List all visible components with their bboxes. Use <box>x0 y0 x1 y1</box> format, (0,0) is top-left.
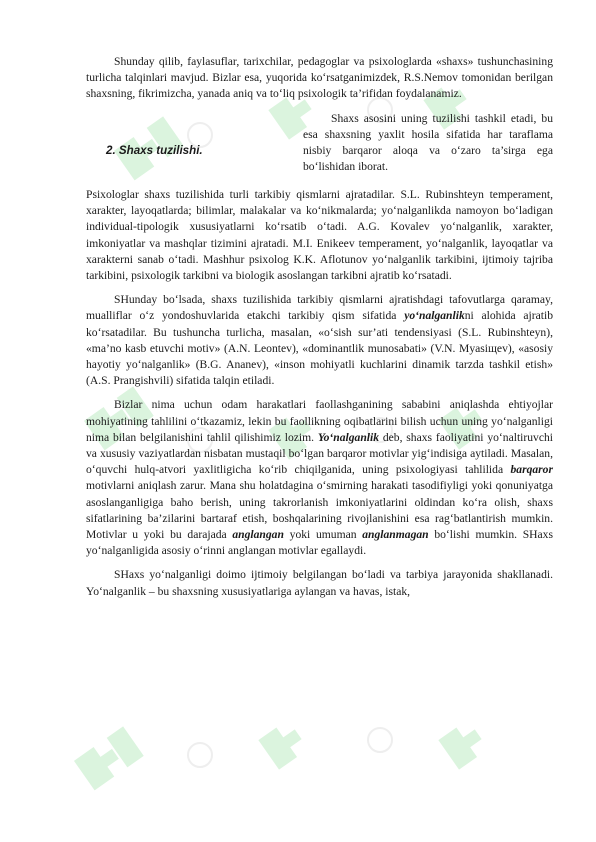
document-body <box>86 54 553 608</box>
paragraph-structure-body: Psixologlar shaxs tuzilishida turli tarkibiy qismlarni ajratadilar. S.L. Rubinshteyn temperament, xarakter, layoqatlarda; bilimlar, malakalar va ko‘nikmalarda; yo‘nalganlikda namoyon bo‘ladigan individual-tipologik xususiyatlarni ko‘rsatib o‘tadi. A.G. Kovalev yo‘nalganlik, xarakter, imkoniyatlar va mashqlar tizimini ajratadi. M.I. Enikeev temperament, yo‘nalganlik, layoqatlar va xarakterni sanab o‘tadi. Mashhur psixolog K.K. Aflotunov yo‘nalganlik tarkibini, ijtimoiy tajriba tarkibini, psixologik tarkibni va biologik asoslangan tarkibni ajratib ko‘rsatadi. <box>86 188 553 283</box>
text-run: yoki umuman <box>283 528 363 542</box>
paragraph-intro: Shunday qilib, faylasuflar, tarixchilar, pedagoglar va psixologlarda «shaxs» tushunchasining turlicha talqinlari mavjud. Bizlar esa, yuqorida ko‘rsatganimizdek, R.S.Nemov tomonidan berilgan shaxsning, fikrimizcha, yanada aniq va to‘liq psixologik ta’rifidan foydalanamiz. <box>86 55 553 101</box>
emphasis-anglanmagan: anglanmagan <box>362 528 429 542</box>
text-run: motivlarni aniqlash zarur. Mana shu holatdagina o‘smirning harakati tasodifiyligi yoki qonuniyatga asoslanganligiga baho berish, uning takrorlanish imkoniyatlarini oldindan ko‘ra olish, shaxs sifatlarining ba’zilarini bartaraf etish, boshqalarining rivojlanishini esa rag‘batlantirish mumkin. Motivlar u yoki bu darajada <box>86 479 553 542</box>
emphasis-yonalganlik: yo‘nalganlik <box>404 309 465 323</box>
paragraph-orientation-views <box>86 292 553 389</box>
text-run: SHunday bo‘lsada, shaxs tuzilishida tarkibiy qismlarni ajratishdagi tafovutlarga qaramay, mualliflar o‘z yondoshuvlarida etakchi tarkibiy qism sifatida <box>86 293 553 323</box>
emphasis-yonalganlik-def: Yo‘nalganlik <box>317 430 380 444</box>
section-heading: 2. Shaxs tuzilishi. <box>106 143 203 157</box>
paragraph-structure-lead: Shaxs asosini uning tuzilishi tashkil etadi, bu esa shaxsning yaxlit hosila sifatida har taraflama nisbiy barqaror aloqa va o‘zaro ta’sirga ega bo‘lishidan iborat. <box>303 111 553 174</box>
text-run: deb, shaxs faoliyatini yo‘naltiruvchi va xususiy vaziyatlardan nisbatan mustaqil bo‘lgan barqaror motivlar yig‘indisiga aytiladi. Masalan, o‘quvchi hulq-atvori yaxlitligicha ko‘rib chiqilganida, uning psixologiyasi tahlilida <box>86 430 554 477</box>
text-run: Bizlar nima uchun odam harakatlari faollashganining sababini aniqlashda ehtiyojlar mohiyatining tahlilini o‘tkazamiz, lekin bu faollikning oqibatlarini bilish uchun uning yo‘nalganligi nima bilan belgilanishini tahlil qilishimiz lozim. <box>86 398 553 444</box>
paragraph-orientation-definition <box>86 397 553 559</box>
text-run: ni alohida ajratib ko‘rsatadilar. Bu tushuncha turlicha, masalan, «o‘sish sur’ati tendensiyasi (S.L. Rubinshteyn), «ma’no kasb etuvchi motiv» (A.N. Leontev), «dominantlik munosabati» (V.N. Мyasiщev), «asosiy hayotiy yo‘nalganlik» (B.G. Ananev), «inson mohiyatli kuchlarini dinamik tarzda tashkil etish» (A.S. Prangishvili) sifatida talqin etiladi. <box>86 309 553 388</box>
paragraph-orientation-social: SHaxs yo‘nalganligi doimo ijtimoiy belgilangan bo‘ladi va tarbiya jarayonida shakllanadi. Yo‘nalganlik – bu shaxsning xususiyatlariga aylangan va havas, istak, <box>86 568 553 598</box>
emphasis-anglangan: anglangan <box>232 528 284 542</box>
text-run: bo‘lishi mumkin. SHaxs yo‘nalganligida asosiy o‘rinni anglangan motivlar egallaydi. <box>86 528 553 558</box>
emphasis-barqaror: barqaror <box>510 463 553 477</box>
